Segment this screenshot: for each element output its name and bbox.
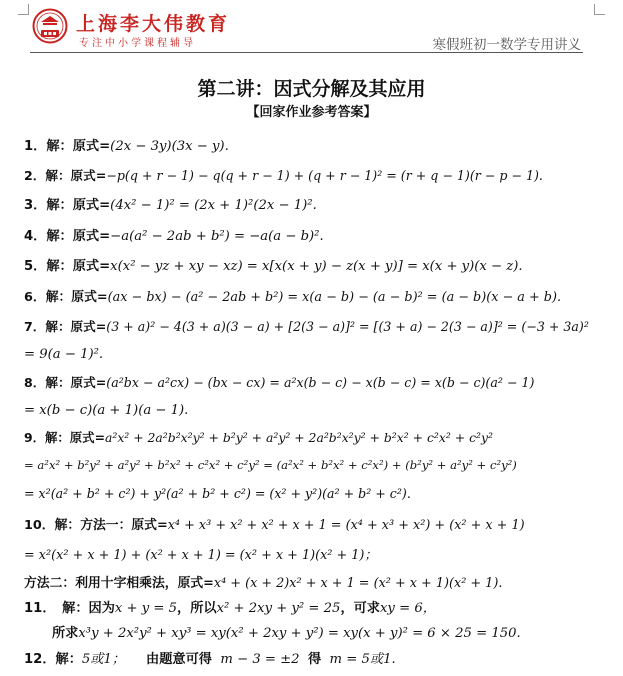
answer-expression: xy = 6， — [380, 601, 436, 616]
answer-1 — [24, 137, 603, 157]
answer-expression: = x²(a² + b² + c²) + y²(a² + b² + c²) = (x² + y²)(a² + b² + c²). — [24, 486, 411, 501]
answer-expression: x² + 2xy + y² = 25 — [216, 601, 341, 616]
answer-5 — [24, 257, 603, 277]
answer-label: 9．解：原式= — [24, 430, 105, 445]
answer-8-continued — [24, 401, 603, 421]
answer-6 — [24, 288, 603, 308]
answer-label: 11． 解：因为 — [24, 601, 115, 616]
answer-expression: −p(q + r − 1) − q(q + r − 1) + (q + r − 1)² = (r + q − 1)(r − p − 1). — [106, 168, 543, 183]
answer-11-continued — [52, 624, 603, 644]
answer-expression: x(x² − yz + xy − xz) = x[x(x + y) − z(x + y)] = x(x + y)(x − z). — [110, 259, 523, 274]
answer-expression: a²x² + 2a²b²x²y² + b²y² + a²y² + 2a²b²x²y² + b²x² + c²x² + c²y² — [104, 430, 493, 445]
answer-expression: x⁴ + x³ + x² + x² + x + 1 = (x⁴ + x³ + x²) + (x² + x + 1) — [167, 518, 525, 533]
brand-name: 上海李大伟教育 — [76, 13, 231, 35]
header-divider — [30, 52, 583, 53]
answer-3 — [24, 196, 603, 216]
answer-expression: x³y + 2x²y² + xy³ = xy(x² + 2xy + y²) = xy(x + y)² = 6 × 25 = 150. — [78, 626, 521, 641]
answer-expression: = a²x² + b²y² + a²y² + b²x² + c²x² + c²y² = (a²x² + b²x² + c²x²) + (b²y² + a²y² + c²y²) — [24, 458, 517, 472]
answer-expression: x + y = 5 — [114, 601, 178, 616]
answer-7-continued — [24, 345, 603, 365]
answer-10-method-two — [24, 574, 603, 594]
answer-label: 6．解：原式= — [24, 290, 108, 305]
answer-4 — [24, 227, 603, 247]
answer-10 — [24, 516, 603, 536]
answer-7 — [24, 317, 603, 337]
answer-expression: (a²bx − a²cx) − (bx − cx) = a²x(b − c) − x(b − c) = x(b − c)(a² − 1) — [106, 375, 535, 390]
answer-10-continued — [24, 546, 603, 566]
answer-12 — [24, 650, 603, 670]
answer-expression: (3 + a)² − 4(3 + a)(3 − a) + [2(3 − a)]² = [(3 + a) − 2(3 − a)]² = (−3 + 3a)² — [106, 319, 589, 334]
document-label: 寒假班初一数学专用讲义 — [432, 37, 581, 53]
answer-connector: ，可求 — [340, 601, 380, 616]
answer-label: 4．解：原式= — [24, 229, 111, 244]
answer-expression: (2x − 3y)(3x − y). — [110, 139, 229, 154]
answer-expression: −a(a² − 2ab + b²) = −a(a − b)². — [110, 229, 324, 244]
answer-expression: = x²(x² + x + 1) + (x² + x + 1) = (x² + x + 1)(x² + 1)； — [24, 548, 378, 563]
answer-expression: 5或1； — [81, 652, 126, 667]
logo-seal-icon — [32, 8, 68, 44]
lecture-title: 第二讲：因式分解及其应用 — [197, 78, 426, 100]
answer-9 — [24, 428, 603, 448]
answer-8 — [24, 373, 603, 393]
answer-label: 3．解：原式= — [24, 198, 111, 213]
brand-slogan: 专注中小学课程辅导 — [79, 38, 196, 49]
answer-expression: = 9(a − 1)². — [24, 347, 104, 362]
answer-label: 8．解：原式= — [24, 375, 107, 390]
answer-connector: 得 — [307, 652, 322, 667]
answer-2 — [24, 166, 603, 186]
answer-label: 12．解： — [24, 652, 82, 667]
answer-label: 2．解：原式= — [24, 168, 107, 183]
answer-expression: m − 3 = ±2 — [220, 652, 300, 667]
answer-expression: x⁴ + (x + 2)x² + x + 1 = (x² + x + 1)(x² + 1). — [213, 576, 503, 591]
answer-label: 7．解：原式= — [24, 319, 107, 334]
answer-label: 所求 — [52, 626, 79, 641]
page-header — [0, 0, 623, 56]
answer-9-continued — [24, 455, 603, 475]
answer-expression: = x(b − c)(a + 1)(a − 1). — [24, 403, 189, 418]
answer-11 — [24, 599, 603, 619]
answer-key-subtitle: 【回家作业参考答案】 — [246, 105, 377, 120]
answer-expression: (4x² − 1)² = (2x + 1)²(2x − 1)². — [110, 198, 317, 213]
answer-expression: m = 5或1. — [329, 652, 396, 667]
answer-connector: ，所以 — [177, 601, 217, 616]
answer-label: 5．解：原式= — [24, 259, 111, 274]
answer-connector: 由题意可得 — [146, 652, 212, 667]
answer-9-continued-2 — [24, 484, 603, 504]
answer-label: 方法二：利用十字相乘法，原式= — [24, 576, 214, 591]
answer-label: 1．解：原式= — [24, 139, 111, 154]
answer-expression: (ax − bx) − (a² − 2ab + b²) = x(a − b) − (a − b)² = (a − b)(x − a + b). — [107, 290, 562, 305]
answer-label: 10．解：方法一：原式= — [24, 518, 168, 533]
